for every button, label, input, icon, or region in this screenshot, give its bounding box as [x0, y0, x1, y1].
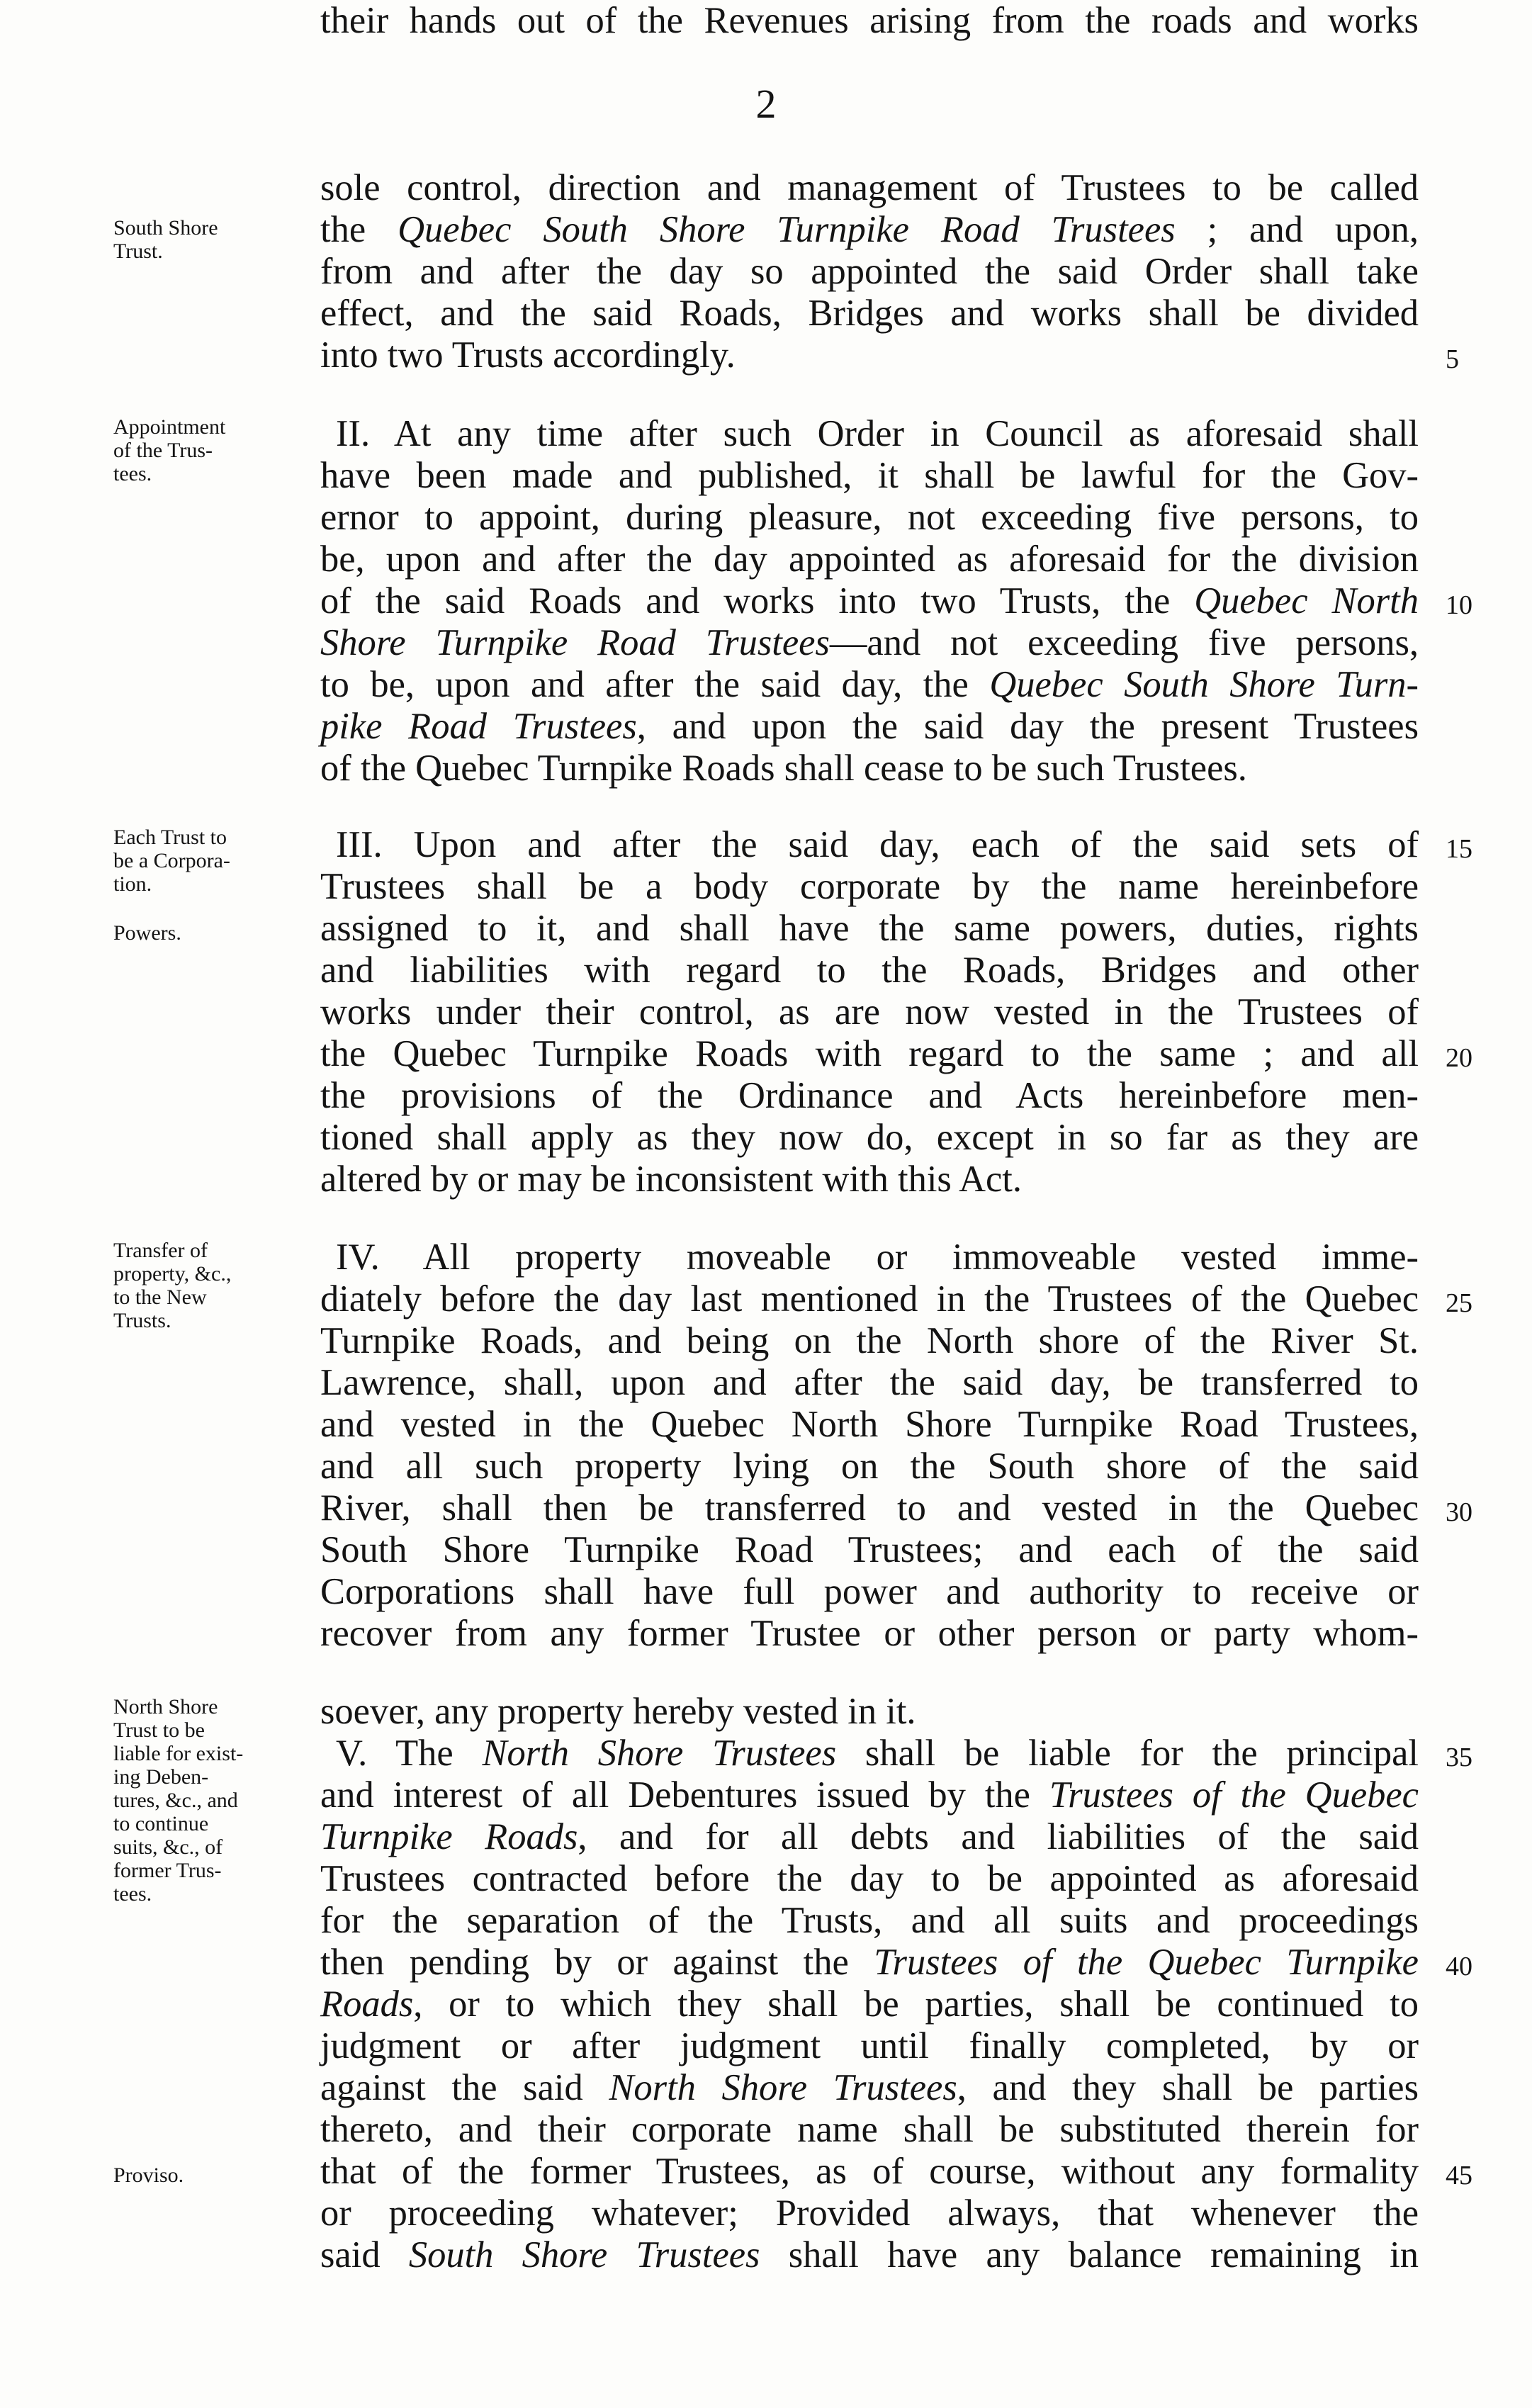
- text-line: that of the former Trustees, as of course, without any formality: [320, 2151, 1419, 2192]
- text-line: soever, any property hereby vested in it.: [320, 1691, 916, 1732]
- marginal-note-line: of the Trus-: [113, 439, 213, 462]
- line-number: 40: [1446, 1952, 1472, 1981]
- line-number: 10: [1446, 590, 1472, 620]
- text-line: and liabilities with regard to the Roads, Bridges and other: [320, 950, 1419, 991]
- text-line: and vested in the Quebec North Shore Turnpike Road Trustees,: [320, 1404, 1419, 1445]
- text-line: V. The North Shore Trustees shall be liable for the principal: [336, 1733, 1419, 1774]
- marginal-note: [113, 1695, 243, 1906]
- line-number: 5: [1446, 344, 1459, 374]
- marginal-note-line: Trust to be: [113, 1718, 205, 1742]
- text-line: and interest of all Debentures issued by the Trustees of the Quebec: [320, 1774, 1419, 1816]
- text-line: have been made and published, it shall be lawful for the Gov-: [320, 455, 1419, 496]
- text-line: Corporations shall have full power and authority to receive or: [320, 1571, 1419, 1612]
- marginal-note-line: tures, &c., and: [113, 1789, 238, 1812]
- text-line: recover from any former Trustee or other person or party whom-: [320, 1613, 1419, 1654]
- text-line: tioned shall apply as they now do, except in so far as they are: [320, 1117, 1419, 1158]
- marginal-note-line: South Shore: [113, 216, 218, 240]
- text-line: assigned to it, and shall have the same powers, duties, rights: [320, 908, 1419, 949]
- text-line: from and after the day so appointed the said Order shall take: [320, 251, 1419, 292]
- marginal-note-line: tees.: [113, 1882, 152, 1906]
- text-line: ernor to appoint, during pleasure, not exceeding five persons, to: [320, 497, 1419, 538]
- text-line: of the said Roads and works into two Trusts, the Quebec North: [320, 580, 1419, 621]
- marginal-note-line: to continue: [113, 1812, 209, 1835]
- line-number: 35: [1446, 1743, 1472, 1772]
- text-line: Turnpike Roads, and being on the North shore of the River St.: [320, 1320, 1419, 1361]
- marginal-note: [113, 921, 181, 945]
- text-line: into two Trusts accordingly.: [320, 334, 736, 376]
- line-number: 30: [1446, 1497, 1472, 1527]
- text-line: their hands out of the Revenues arising from the roads and works: [320, 0, 1419, 41]
- text-line: or proceeding whatever; Provided always, that whenever the: [320, 2193, 1419, 2234]
- text-line: IV. All property moveable or immoveable vested imme-: [336, 1237, 1419, 1278]
- text-line: the Quebec South Shore Turnpike Road Trustees ; and upon,: [320, 209, 1419, 250]
- line-number: 20: [1446, 1043, 1472, 1073]
- text-line: the Quebec Turnpike Roads with regard to the same ; and all: [320, 1033, 1419, 1074]
- text-line: diately before the day last mentioned in the Trustees of the Quebec: [320, 1278, 1419, 1320]
- line-number: 45: [1446, 2161, 1472, 2190]
- text-line: be, upon and after the day appointed as aforesaid for the division: [320, 539, 1419, 580]
- marginal-note: [113, 216, 218, 263]
- marginal-note-line: Trusts.: [113, 1309, 171, 1332]
- text-line: Trustees shall be a body corporate by the name hereinbefore: [320, 866, 1419, 907]
- text-line: II. At any time after such Order in Council as aforesaid shall: [336, 413, 1419, 454]
- marginal-note-line: Appointment: [113, 415, 226, 439]
- text-line: pike Road Trustees, and upon the said day the present Trustees: [320, 706, 1419, 747]
- marginal-note: [113, 826, 230, 896]
- marginal-note-line: former Trus-: [113, 1859, 222, 1882]
- page-number: 2: [755, 81, 777, 127]
- marginal-note-line: ing Deben-: [113, 1765, 209, 1789]
- text-line: judgment or after judgment until finally completed, by or: [320, 2025, 1419, 2066]
- marginal-note-line: Powers.: [113, 921, 181, 945]
- marginal-note-line: North Shore: [113, 1695, 218, 1718]
- text-line: against the said North Shore Trustees, and they shall be parties: [320, 2067, 1419, 2108]
- marginal-note-line: be a Corpora-: [113, 849, 230, 872]
- marginal-note-line: tion.: [113, 872, 152, 896]
- text-line: sole control, direction and management of Trustees to be called: [320, 167, 1419, 208]
- marginal-note-line: suits, &c., of: [113, 1835, 223, 1859]
- text-line: then pending by or against the Trustees of the Quebec Turnpike: [320, 1942, 1419, 1983]
- marginal-note-line: Trust.: [113, 240, 163, 263]
- text-line: to be, upon and after the said day, the Quebec South Shore Turn-: [320, 664, 1419, 705]
- text-line: said South Shore Trustees shall have any balance remaining in: [320, 2234, 1419, 2275]
- marginal-note-line: property, &c.,: [113, 1262, 232, 1285]
- line-number: 25: [1446, 1288, 1472, 1318]
- text-line: River, shall then be transferred to and vested in the Quebec: [320, 1487, 1419, 1529]
- text-line: works under their control, as are now vested in the Trustees of: [320, 991, 1419, 1033]
- text-line: Trustees contracted before the day to be appointed as aforesaid: [320, 1858, 1419, 1899]
- marginal-note-line: Proviso.: [113, 2164, 184, 2187]
- text-line: and all such property lying on the South shore of the said: [320, 1446, 1419, 1487]
- marginal-note-line: tees.: [113, 462, 152, 485]
- text-line: effect, and the said Roads, Bridges and works shall be divided: [320, 293, 1419, 334]
- marginal-note-line: to the New: [113, 1285, 207, 1309]
- line-number: 15: [1446, 834, 1472, 864]
- text-line: altered by or may be inconsistent with this Act.: [320, 1159, 1023, 1200]
- text-line: Lawrence, shall, upon and after the said day, be transferred to: [320, 1362, 1419, 1403]
- text-line: South Shore Turnpike Road Trustees; and each of the said: [320, 1529, 1419, 1570]
- text-line: Shore Turnpike Road Trustees—and not exceeding five persons,: [320, 622, 1419, 663]
- text-line: Turnpike Roads, and for all debts and liabilities of the said: [320, 1816, 1419, 1857]
- text-line: III. Upon and after the said day, each of the said sets of: [336, 824, 1419, 865]
- text-line: for the separation of the Trusts, and all suits and proceedings: [320, 1900, 1419, 1941]
- marginal-note: [113, 2164, 184, 2187]
- marginal-note-line: Transfer of: [113, 1239, 208, 1262]
- text-line: Roads, or to which they shall be parties, shall be continued to: [320, 1984, 1419, 2025]
- marginal-note-line: Each Trust to: [113, 826, 227, 849]
- marginal-note: [113, 1239, 231, 1332]
- marginal-note-line: liable for exist-: [113, 1742, 244, 1765]
- text-line: of the Quebec Turnpike Roads shall cease to be such Trustees.: [320, 748, 1247, 789]
- marginal-note: [113, 415, 225, 485]
- text-line: the provisions of the Ordinance and Acts hereinbefore men-: [320, 1075, 1419, 1116]
- text-line: thereto, and their corporate name shall be substituted therein for: [320, 2109, 1419, 2150]
